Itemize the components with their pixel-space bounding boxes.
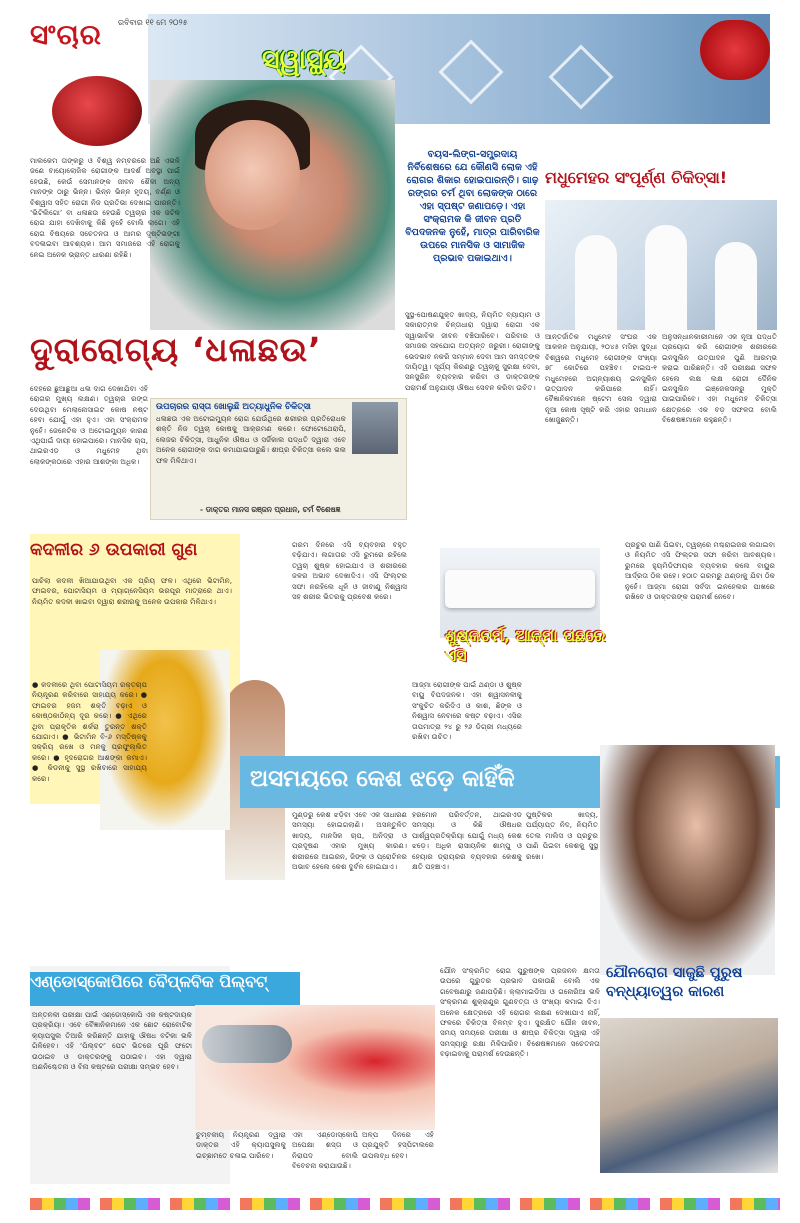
color-registration-strip — [30, 1198, 780, 1210]
vitiligo-pull-quote: ବୟସ-ଲିଙ୍ଗ-ସମ୍ପ୍ରଦାୟ ନିର୍ବିଶେଷରେ ଯେ କୌଣସି ଲୋକ ଏହି ରୋଗର ଶିକାର ହୋଇପାରନ୍ତି। ଗାଢ଼ ରଙ୍ଗର ଚର୍ମ ଥିବା ଲୋକଙ୍କ ଠାରେ ଏହା ସ୍ପଷ୍ଟ ଜଣାପଡ଼େ। ଏହା ସଂକ୍ରାମକ କି ଜୀବନ ପ୍ରତି ବିପଦଜନକ ନୁହେଁ, ମାତ୍ର ପାରିବାରିକ ଉପରେ ମାନସିକ ଓ ସାମାଜିକ ପ୍ରଭାବ ପକାଇଥାଏ। — [405, 149, 540, 264]
diabetes-headline: ମଧୁମେହର ସଂପୂର୍ଣ୍ଣ ଚିକିତ୍ସା! — [545, 168, 728, 187]
asthma-column-2: ଆଜ୍ମା ରୋଗୀଙ୍କ ପାଇଁ ଥଣ୍ଡା ଓ ଶୁଷ୍କ ବାୟୁ ବିପଦଜନକ। ଏହା ଶ୍ୱାସନଳୀକୁ ସଂକୁଚିତ କରିଦିଏ ଓ କାଶ, ଛିଙ୍କ ଓ ନିଶ୍ୱାସ ନେବାରେ କଷ୍ଟ ବଢ଼ାଏ। ଏସିର ତାପମାତ୍ରା ୨୪ ରୁ ୨୬ ଡିଗ୍ରୀ ମଧ୍ୟରେ ରଖିବା ଉଚିତ। — [412, 680, 522, 742]
edition-date: ରବିବାର ୧୧ ମେ ୨୦୨୫ — [118, 18, 188, 27]
diabetes-column-1: ଆନ୍ତର୍ଜାତିକ ମଧୁମେହ ସଂଘର ଏକ ଆକଳନ ଅନୁଯାୟୀ, ୨୦୪୫ ମସିହା ସୁଦ୍ଧା ବିଶ୍ୱରେ ମଧୁମେହ ରୋଗୀଙ୍କ ସଂଖ୍ୟା ୭୮ କୋଟିରେ ପହଞ୍ଚିବ। ଟାଇପ-୧ ମଧୁମେହରେ ଅଗ୍ନ୍ୟାଶୟ ଇନସୁଲିନ ଉତ୍ପାଦନ କରିପାରେ ନାହିଁ। ବୈଜ୍ଞାନିକମାନେ ଷ୍ଟେମ ସେଲ ଦ୍ୱାରା ନୂଆ କୋଷ ସୃଷ୍ଟି କରି ଏହାର ସମାଧାନ ଖୋଜୁଛନ୍ତି। — [545, 332, 657, 425]
endoscopy-headline: ଏଣ୍ଡୋସ୍କୋପିରେ ବୈପ୍ଳବିକ ପିଲ୍‌ବଟ୍ — [30, 972, 300, 1006]
doctor-avatar — [352, 402, 398, 454]
newspaper-logo: ସଂଚାର — [30, 18, 102, 51]
hair-photo — [600, 745, 775, 975]
banana-benefits: ● କଦଳୀରେ ଥିବା ପୋଟାସିୟମ ରକ୍ତଚାପ ନିୟନ୍ତ୍ରଣ କରିବାରେ ସାହାଯ୍ୟ କରେ। ● ଫାଇବର ହଜମ ଶକ୍ତି ବଢ଼ାଏ ଓ କୋଷ୍ଠକାଠିନ୍ୟ ଦୂର କରେ। ● ଏଥିରେ ଥିବା ପ୍ରାକୃତିକ ଶର୍କରା ତୁରନ୍ତ ଶକ୍ତି ଯୋଗାଏ। ● ଭିଟାମିନ ବି-୬ ମସ୍ତିଷ୍କକୁ ସକ୍ରିୟ ରଖେ ଓ ମନକୁ ପ୍ରଫୁଲ୍ଲିତ କରେ। ● ହୃଦରୋଗର ଆଶଙ୍କା କମାଏ। ● କିଡନୀକୁ ସୁସ୍ଥ ରଖିବାରେ ସାହାଯ୍ୟ କରେ। — [32, 680, 147, 783]
researcher-figure — [575, 235, 617, 330]
diabetes-column-2: ଅନୁସନ୍ଧାନକାରୀମାନେ ଏକ ନୂଆ ପଦ୍ଧତି ପ୍ରୟୋଗ କରି ରୋଗୀଙ୍କ ଶରୀରରେ ଇନସୁଲିନ ଉତ୍ପାଦନ ପୁଣି ଆରମ୍ଭ କରାଇ ପାରିଛନ୍ତି। ଏହି ପରୀକ୍ଷଣ ସଫଳ ହେଲେ ଲକ୍ଷ ଲକ୍ଷ ରୋଗୀ ଦୈନିକ ଇନସୁଲିନ ଇଞ୍ଜେକସନରୁ ମୁକ୍ତି ପାଇପାରିବେ। ଏହା ମଧୁମେହ ଚିକିତ୍ସା କ୍ଷେତ୍ରରେ ଏକ ବଡ଼ ସଫଳତା ବୋଲି ବିଶେଷଜ୍ଞମାନେ କହୁଛନ୍ତି। — [662, 332, 777, 425]
hair-column-2: ହରମୋନ ପରିବର୍ତ୍ତନ, ଥାଇରଏଡ ସମସ୍ୟା ଓ କିଛି ଔଷଧର ପାର୍ଶ୍ୱପ୍ରତିକ୍ରିୟା ଯୋଗୁଁ ମଧ୍ୟ କେଶ ଝଡ଼େ। ଅଧିକ ରାସାୟନିକ ଶାମ୍ପୁ ଓ ହେୟାର ଡ୍ରାୟରର ବ୍ୟବହାର କେଶକୁ କ୍ଷତି ପହଞ୍ଚାଏ। — [412, 810, 522, 872]
banana-intro: ପାଚିଲା କଦଳୀ ଖିଆଯାଉଥିବା ଏକ ପ୍ରିୟ ଫଳ। ଏଥିରେ ଭିଟାମିନ, ଫାଇବର, ପୋଟାସିୟମ ଓ ମ୍ୟାଗ୍ନେସିୟମ ଭରପୂର ମାତ୍ରାରେ ଥାଏ। ନିୟମିତ କଦଳୀ ଖାଇବା ଦ୍ୱାରା ଶରୀରକୁ ଅନେକ ଉପକାର ମିଳିଥାଏ। — [32, 576, 232, 606]
vitiligo-headline: ଦୁରାରୋଗ୍ୟ ‘ଧଳାଛଉ’ — [30, 330, 322, 369]
vitiligo-photo-face — [205, 120, 300, 230]
pillbot-capsule-icon — [202, 1025, 292, 1063]
vitiligo-column-mid: ସୁସ୍ଥ-ପୋଷଣଯୁକ୍ତ ଖାଦ୍ୟ, ନିୟମିତ ବ୍ୟାୟାମ ଓ ସକାରାତ୍ମକ ଚିନ୍ତାଧାରା ଦ୍ୱାରା ରୋଗୀ ଏକ ସ୍ୱାଭାବିକ ଜୀବନ ବଞ୍ଚିପାରିବେ। ପରିବାର ଓ ସମାଜର ସହଯୋଗ ଅତ୍ୟନ୍ତ ଜରୁରୀ। ରୋଗୀଙ୍କୁ ଭେଦଭାବ ନକରି ସମ୍ମାନ ଦେବା ଆମ ସମସ୍ତଙ୍କ ଦାୟିତ୍ୱ। ସୂର୍ଯ୍ୟ କିରଣରୁ ତ୍ୱଚାକୁ ସୁରକ୍ଷା ଦେବା, ସନସ୍କ୍ରିନ ବ୍ୟବହାର କରିବା ଓ ଡାକ୍ତରଙ୍କ ପରାମର୍ଶ ଅନୁଯାୟୀ ଔଷଧ ସେବନ କରିବା ଉଚିତ। — [405, 310, 540, 392]
endoscopy-column-3: ଏହା ଏଣ୍ଡୋସ୍କୋପି ଅପେକ୍ଷା ଶସ୍ତା ଓ ନିରାପଦ ବୋଲି ବିବେଚନା କରାଯାଉଛି। — [292, 1130, 358, 1171]
vitiligo-column-left: ଦେହରେ ଛୁଆଛୁଆ ଧଳା ଦାଗ ଦେଖାଯିବା ଏହି ରୋଗର ମୁଖ୍ୟ ଲକ୍ଷଣ। ତ୍ୱଚାର ରଙ୍ଗ ଦେଉଥିବା ମେଲାନୋସାଇଟ କୋଷ ନଷ୍ଟ ହେବା ଯୋଗୁଁ ଏହା ହୁଏ। ଏହା ସଂକ୍ରାମକ ନୁହେଁ। ଜେନେଟିକ ଓ ଅଟୋଇମ୍ୟୁନ କାରଣ ଏଥିପାଇଁ ଦାୟୀ ହୋଇପାରେ। ମାନସିକ ଚାପ, ଥାଇରଏଡ ଓ ମଧୁମେହ ଥିବା ଲୋକଙ୍କଠାରେ ଏହାର ଆଶଙ୍କା ଅଧିକ। — [30, 384, 148, 466]
hair-column-1: ମୁଣ୍ଡରୁ କେଶ ଝଡ଼ିବା ଏବେ ଏକ ସାଧାରଣ ସମସ୍ୟା ହୋଇଗଲାଣି। ଅସନ୍ତୁଳିତ ଖାଦ୍ୟ, ମାନସିକ ଚାପ, ଅନିଦ୍ରା ଓ ପ୍ରଦୂଷଣ ଏହାର ମୁଖ୍ୟ କାରଣ। ଶରୀରରେ ଆଇରନ, ଜିଙ୍କ ଓ ପ୍ରୋଟିନର ଅଭାବ ହେଲେ କେଶ ଦୁର୍ବଳ ହୋଇଯାଏ। — [292, 810, 407, 872]
doctor-signature: - ଡାକ୍ତର ମାନସ ରଞ୍ଜନ ପ୍ରଧାନ, ଚର୍ମ ବିଶେଷଜ୍ଞ — [200, 505, 341, 514]
doctor-box-text: ଧଳାଛଉ ଏକ ଅଟୋଇମ୍ୟୁନ ରୋଗ ଯେଉଁଥିରେ ଶରୀରର ପ୍ରତିରୋଧକ ଶକ୍ତି ନିଜ ତ୍ୱଚା କୋଷକୁ ଆକ୍ରମଣ କରେ। ଫୋଟୋଥେରାପି, ଲେଜର ଚିକିତ୍ସା, ଆଧୁନିକ ଔଷଧ ଓ ସର୍ଜିକାଲ ପଦ୍ଧତି ଦ୍ୱାରା ଏବେ ଅନେକ ରୋଗୀଙ୍କ ଦାଗ କମାଯାଇପାରୁଛି। ଶୀଘ୍ର ଚିକିତ୍ସା କଲେ ଭଲ ଫଳ ମିଳିଥାଏ। — [156, 414, 346, 465]
endoscopy-lips-photo — [195, 1005, 435, 1130]
asthma-column-1: ଗରମ ଦିନରେ ଏସି ବ୍ୟବହାର ବହୁତ ବଢ଼ିଯାଏ। ଲଗାତାର ଏସି ରୁମରେ ରହିଲେ ତ୍ୱଚା ଶୁଷ୍କ ହୋଇଯାଏ ଓ ଶରୀରରେ ଜଳର ଅଭାବ ଦେଖାଦିଏ। ଏସି ଫିଲ୍ଟର ସଫା ନରହିଲେ ଧୂଳି ଓ ଜୀବାଣୁ ନିଶ୍ୱାସ ସହ ଶରୀର ଭିତରକୁ ପ୍ରବେଶ କରେ। — [292, 540, 407, 602]
diabetes-lab-photo — [545, 200, 777, 330]
endoscopy-column-2: ଚୁମ୍ବକୀୟ ନିୟନ୍ତ୍ରଣ ଦ୍ୱାରା ଡାକ୍ତର ଏହି କ୍ୟାପସୁଲକୁ ଇଚ୍ଛାମତେ ଚଳାଇ ପାରିବେ। — [196, 1130, 286, 1160]
endoscopy-column-4: ଅଳ୍ପ ଦିନରେ ଏହି ପ୍ରଯୁକ୍ତି ହସ୍ପିଟାଲରେ ଉପଲବ୍ଧ ହେବ। — [362, 1130, 434, 1160]
researcher-figure — [645, 225, 687, 330]
hexagon-shape — [438, 39, 503, 104]
hair-column-3: ପୁଷ୍ଟିକର ଖାଦ୍ୟ, ପର୍ଯ୍ୟାପ୍ତ ନିଦ, ନିୟମିତ ତେଲ ମାଲିସ ଓ ପ୍ରଚୁର ପାଣି ପିଇବା କେଶକୁ ସୁସ୍ଥ ରଖେ। — [526, 810, 598, 861]
infertility-column: ଯୌନ ସଂକ୍ରମିତ ରୋଗ ପୁରୁଷଙ୍କ ପ୍ରଜନନ କ୍ଷମତା ଉପରେ ଗୁରୁତର ପ୍ରଭାବ ପକାଉଛି ବୋଲି ଏକ ଗବେଷଣାରୁ ଜଣାପଡ଼ିଛି। କ୍ଲାମାଇଡିଆ ଓ ଗନୋରିଆ ଭଳି ସଂକ୍ରମଣ ଶୁକ୍ରାଣୁର ଗୁଣବତ୍ତା ଓ ସଂଖ୍ୟା କମାଇ ଦିଏ। ଅନେକ କ୍ଷେତ୍ରରେ ଏହି ରୋଗର ଲକ୍ଷଣ ଦେଖାଯାଏ ନାହିଁ, ଫଳରେ ଚିକିତ୍ସା ବିଳମ୍ବ ହୁଏ। ସୁରକ୍ଷିତ ଯୌନ ଜୀବନ, ସମୟ ସମୟରେ ପରୀକ୍ଷା ଓ ଶୀଘ୍ର ଚିକିତ୍ସା ଦ୍ୱାରା ଏହି ସମସ୍ୟାରୁ ରକ୍ଷା ମିଳିପାରିବ। ବିଶେଷଜ୍ଞମାନେ ସଚେତନତା ବଢ଼ାଇବାକୁ ପରାମର୍ଶ ଦେଉଛନ୍ତି। — [440, 966, 600, 1059]
section-title: ସ୍ୱାସ୍ଥ୍ୟ — [262, 44, 346, 75]
air-conditioner-icon — [445, 570, 595, 608]
vitiligo-intro: ମାଲକେମ ତାଙ୍କରୁ ଓ ବିଶ୍ୱ ନମ୍ବରରେ ଅଛି ଏଭଳି ଜଣେ ବାୟୋଲୋଜିକ ରୋଗୀଙ୍କ ଆଦର୍ଶ ଅବସ୍ଥା ପାଇଁ ହେଉଛି, କେଉଁ ସେମାନଙ୍କ ଜୀବନ ଶୈଳୀ ଅନ୍ୟ ମାନଙ୍କ ଠାରୁ ଭିନ୍ନ। ଭିନ୍ନ ଭିନ୍ନ ହୃଦୟ, ବର୍ଣ୍ଣ ଓ ବିଶ୍ୱାସ ସହିତ ରୋଗୀ ନିଜ ପ୍ରତିଭା ଦେଖାଇ ପାରନ୍ତି। ‘ଭିଟିଲିଗୋ’ ବା ଧଳାଛଉ ହେଉଛି ତ୍ୱଚାର ଏକ ଜଟିଳ ରୋଗ ଯାହା ଦେଖିବାକୁ କିଛି ନୁହେଁ ବୋଲି ଲାଗେ। ଏହି ରୋଗ ବିଷୟରେ ସଚେତନତା ଓ ଆମର ଦୃଷ୍ଟିଭଙ୍ଗୀ ବଦଳାଇବା ଆବଶ୍ୟକ। ଆମ ସମାଜରେ ଏହି ରୋଗକୁ ନେଇ ଅନେକ ଭ୍ରାନ୍ତ ଧାରଣା ରହିଛି। — [30, 156, 180, 259]
hexagon-shape — [548, 44, 613, 109]
asthma-column-3: ପ୍ରଚୁର ପାଣି ପିଇବା, ତ୍ୱଚାରେ ମଶ୍ଚରାଇଜର ଲଗାଇବା ଓ ନିୟମିତ ଏସି ଫିଲ୍ଟର ସଫା କରିବା ଆବଶ୍ୟକ। ରୁମରେ ହ୍ୟୁମିଡିଫାୟର ବ୍ୟବହାର କଲେ ବାୟୁର ଆର୍ଦ୍ରତା ଠିକ ରହେ। ହଠାତ ଗରମରୁ ଥଣ୍ଡାକୁ ଯିବା ଠିକ ନୁହେଁ। ଆଜ୍ମା ରୋଗୀ ସର୍ବଦା ଇନହେଲର ପାଖରେ ରଖିବେ ଓ ଡାକ୍ତରଙ୍କ ପରାମର୍ଶ ନେବେ। — [625, 540, 775, 602]
stethoscope-heart-icon — [52, 76, 142, 146]
banana-headline: କଦଳୀର ୬ ଉପକାରୀ ଗୁଣ — [30, 540, 198, 560]
researcher-figure — [715, 242, 757, 330]
endoscopy-column-1: ଅନ୍ତନଳୀ ପରୀକ୍ଷା ପାଇଁ ଏଣ୍ଡୋସ୍କୋପି ଏକ କଷ୍ଟଦାୟକ ପ୍ରକ୍ରିୟା। ଏବେ ବୈଜ୍ଞାନିକମାନେ ଏକ ଛୋଟ ରୋବୋଟିକ କ୍ୟାପସୁଲ ତିଆରି କରିଛନ୍ତି ଯାହାକୁ ଔଷଧ ବଟିକା ଭଳି ଗିଳିହେବ। ଏହି ‘ପିଲ୍‌ବଟ’ ପେଟ ଭିତରେ ଘୂରି ଫଟୋ ଉଠାଇବ ଓ ଡାକ୍ତରଙ୍କୁ ପଠାଇବ। ଏହା ଦ୍ୱାରା ଅଣନିଶ୍ଚେତନା ଓ ବିନା କଷ୍ଟରେ ପରୀକ୍ଷା ସମ୍ଭବ ହେବ। — [32, 1010, 192, 1072]
doctor-box-title: ଉପଚାରର ରାସ୍ତା ଖୋଲୁଛି ଅତ୍ୟାଧୁନିକ ଚିକିତ୍ସା — [156, 402, 311, 412]
asthma-headline: ଶୁଷ୍କଚର୍ମ, ଆଜ୍ମା ପଛରେ ଏସି — [445, 626, 606, 665]
infertility-photo — [600, 1018, 778, 1173]
infertility-headline: ଯୌନରୋଗ ସାଜୁଛି ପୁରୁଷ ବନ୍ଧ୍ୟାତ୍ୱର କାରଣ — [606, 965, 743, 1000]
hair-headline: ଅସମୟରେ କେଶ ଝଡ଼େ କାହିଁକି — [250, 766, 515, 792]
heart-hands-icon — [700, 20, 770, 80]
